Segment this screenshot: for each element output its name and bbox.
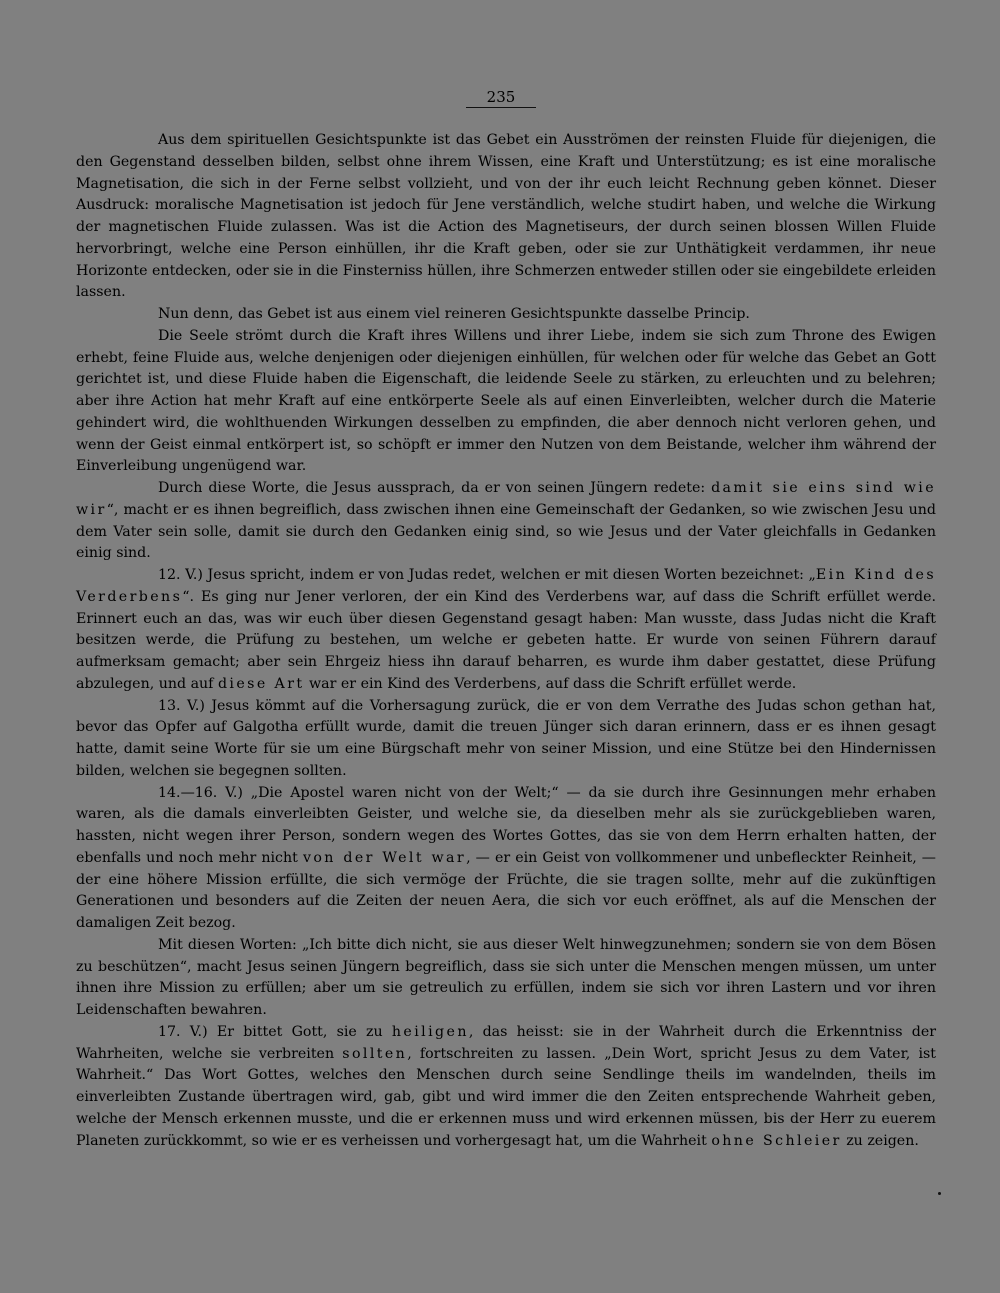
paragraph (76, 130, 936, 304)
paragraph (76, 304, 936, 326)
spaced-emphasis: diese Art (217, 675, 305, 692)
paragraph (76, 696, 936, 783)
text-run: “, macht er es ihnen begreiflich, dass zwischen ihnen eine Gemeinschaft der Gedanken, so wie zwischen Jesu und dem Vater sein solle, damit sie durch den Gedanken einig sind, so wie Jesus und der Vater gleichfalls in Gedanken einig sind. (76, 501, 936, 562)
text-run: Mit diesen Worten: „Ich bitte dich nicht, sie aus dieser Welt hinwegzunehmen; sondern sie von dem Bösen zu beschützen“, macht Jesus seinen Jüngern begreiflich, dass sie sich unter die Menschen mengen müssen, um unter ihnen ihre Mission zu erfüllen; aber um sie getreulich zu erfüllen, indem sie sich vor ihren Lastern und vor ihren Leidenschaften bewahren. (76, 936, 936, 1018)
paragraph (76, 1022, 936, 1153)
text-run: , — er ein Geist von vollkommener und unbefleckter Reinheit, — der eine höhere Mission erfüllte, die sich vermöge der Früchte, die sie tragen sollte, mehr auf die zukünftigen Generationen und besonders auf die Zeiten der neuen Aera, die sich vor euch eröffnet, als auf die Menschen der damaligen Zeit bezog. (76, 849, 936, 931)
text-run: 17. V.) Er bittet Gott, sie zu (158, 1023, 392, 1040)
spaced-emphasis: ohne Schleier (711, 1132, 842, 1149)
body-text (76, 130, 936, 1152)
text-run: , fortschreiten zu lassen. „Dein Wort, spricht Jesus zu dem Vater, ist Wahrheit.“ Das Wort Gottes, welches den Menschen durch seine Sendlinge theils im wandelnden, theils im einverleibten Zustande übertragen wird, gab, gibt und wird immer die den Zeiten entsprechende Wahrheit geben, welche der Mensch erkennen musste, und die er erkennen muss und wird erkennen müssen, bis der Herr zu euerem Planeten zurückkommt, so wie er es verheissen und vorhergesagt hat, um die Wahrheit (76, 1045, 936, 1149)
spaced-emphasis: damit sie eins sind wie wir (76, 480, 936, 518)
paragraph (76, 326, 936, 478)
text-run: , das heisst: sie in der Wahrheit durch die Erkenntniss der Wahrheiten, welche sie verbreiten (76, 1023, 936, 1062)
spaced-emphasis: sollten (342, 1045, 408, 1062)
text-run: Nun denn, das Gebet ist aus einem viel reineren Gesichtspunkte dasselbe Princip. (158, 306, 750, 322)
print-speck (938, 1192, 941, 1195)
text-run: Durch diese Worte, die Jesus aussprach, da er von seinen Jüngern redete: (158, 480, 712, 496)
spaced-emphasis: Ein Kind des Verderbens (76, 567, 936, 605)
text-run: 14.—16. V.) „Die Apostel waren nicht von der Welt;“ — da sie durch ihre Gesinnungen mehr erhaben waren, als die damals einverleibten Geister, und welche sie, da dieselben mehr als sie zurückgeblieben waren, hassten, nicht wegen ihrer Person, sondern wegen des Wortes Gottes, das sie von dem Herrn erhalten hatten, der ebenfalls und noch mehr nicht (76, 784, 936, 866)
paragraph (76, 783, 936, 935)
spaced-emphasis: von der Welt war (302, 849, 467, 866)
text-run: Die Seele strömt durch die Kraft ihres Willens und ihrer Liebe, indem sie sich zum Throne des Ewigen erhebt, feine Fluide aus, welche denjenigen oder diejenigen einhüllen, für welchen oder für welche das Gebet an Gott gerichtet ist, und diese Fluide haben die Eigenschaft, die leidende Seele zu stärken, zu erleuchten und zu belehren; aber ihre Action hat mehr Kraft auf eine entkörperte Seele als auf einen Einverleibten, welcher durch die Materie gehindert wird, die wohlthuenden Wirkungen desselben zu empfinden, die aber dennoch nicht verloren gehen, und wenn der Geist einmal entkörpert ist, so schöpft er immer den Nutzen von dem Beistande, welcher ihm während der Einverleibung ungenügend war. (76, 327, 936, 475)
paragraph (76, 478, 936, 565)
text-run: Aus dem spirituellen Gesichtspunkte ist das Gebet ein Ausströmen der reinsten Fluide für diejenigen, die den Gegenstand desselben bilden, selbst ohne ihrem Wissen, eine Kraft und Unterstützung; es ist eine moralische Magnetisation, die sich in der Ferne selbst vollzieht, und von der ihr euch leicht Rechnung geben könnet. Dieser Ausdruck: moralische Magnetisation ist jedoch für Jene verständlich, welche studirt haben, und welche die Wirkung der magnetischen Fluide zulassen. Was ist die Action des Magnetiseurs, der durch seinen blossen Willen Fluide hervorbringt, welche eine Person einhüllen, ihr die Kraft geben, oder sie zur Unthätigkeit verdammen, ihr neue Horizonte entdecken, oder sie in die Finsterniss hüllen, ihre Schmerzen entweder stillen oder sie eingebildete erleiden lassen. (76, 132, 936, 301)
text-run: “. Es ging nur Jener verloren, der ein Kind des Verderbens war, auf dass die Schrift erfüllet werde. Erinnert euch an das, was wir euch über diesen Gegenstand gesagt haben: Man wusste, dass Judas nicht die Kraft besitzen werde, die Prüfung zu bestehen, um welche er gebeten hatte. Er wurde von seinen Führern darauf aufmerksam gemacht; aber sein Ehrgeiz hiess ihn darauf beharren, es wurde ihm daber gestattet, diese Prüfung abzulegen, und auf (76, 588, 936, 692)
paragraph (76, 935, 936, 1022)
text-run: 12. V.) Jesus spricht, indem er von Judas redet, welchen er mit diesen Worten bezeichnet: „ (158, 567, 816, 583)
paragraph (76, 565, 936, 696)
spaced-emphasis: heiligen (391, 1023, 469, 1040)
page-number: 235 (466, 88, 536, 108)
text-run: war er ein Kind des Verderbens, auf dass die Schrift erfüllet werde. (304, 675, 797, 692)
text-run: zu zeigen. (841, 1132, 919, 1149)
text-run: 13. V.) Jesus kömmt auf die Vorhersagung zurück, die er von dem Verrathe des Judas schon gethan hat, bevor das Opfer auf Galgotha erfüllt wurde, damit die treuen Jünger sich daran erinnern, dass er es ihnen gesagt hatte, damit seine Worte für sie um eine Bürgschaft mehr von seiner Mission, und eine Stütze bei den Hindernissen bilden, welchen sie begegnen sollten. (76, 697, 936, 779)
